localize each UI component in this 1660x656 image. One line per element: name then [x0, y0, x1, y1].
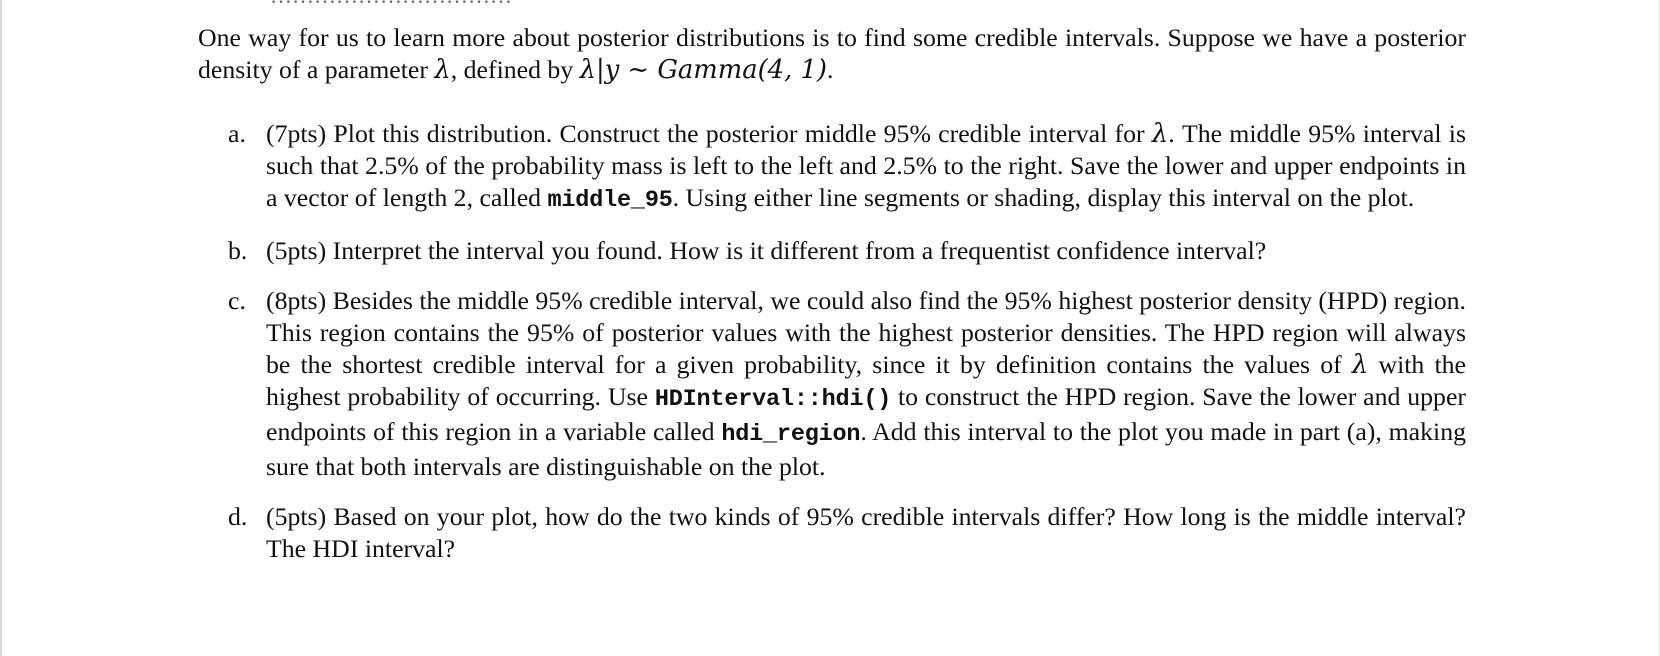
document-content — [198, 22, 1466, 583]
lambda-symbol: λ — [1151, 119, 1169, 149]
question-c-text-1: (8pts) Besides the middle 95% credible interval, we could also find the 95% highest posterior density (HPD) region. This region contains the 95% of posterior values with the highest posterior densities. The HPD region will always be the shortest credible interval for a given probability, since it by definition contains the values of — [266, 286, 1467, 379]
question-d — [198, 501, 1466, 565]
question-text: (5pts) Based on your plot, how do the two kinds of 95% credible intervals differ? How long is the middle interval? The HDI interval? — [266, 502, 1466, 563]
question-label: a. — [228, 119, 246, 148]
question-a-text-2: . The middle 95% interval is such that 2.5% of the probability mass is left to the left and 2.5% to the right. Save the lower and upper endpoints in a vector of length 2, called — [266, 119, 1466, 212]
gamma-formula: λ|y ∼ Gamma(4, 1) — [579, 55, 827, 85]
question-text — [266, 118, 1466, 217]
question-text: (5pts) Interpret the interval you found. How is it different from a frequentist confidence interval? — [266, 236, 1267, 265]
intro-text-part1: One way for us to learn more about posterior distributions is to find some credible intervals. Suppose we have a posterior density of a parameter — [198, 23, 1466, 84]
code-middle-95: middle_95 — [547, 187, 673, 214]
question-label: b. — [228, 236, 248, 265]
lambda-symbol: λ — [1351, 350, 1369, 380]
question-b — [198, 235, 1466, 267]
question-a — [198, 118, 1466, 217]
question-c-text-3: to construct the HPD region. Save the lower and upper endpoints of this region in a variable called — [266, 382, 1466, 446]
question-c-text-4: . Add this interval to the plot you made in part (a), making sure that both intervals are distinguishable on the plot. — [266, 417, 1466, 481]
question-label: d. — [228, 502, 248, 531]
question-label: c. — [228, 286, 246, 315]
question-c-text-2: with the highest probability of occurring. Use — [266, 350, 1466, 411]
intro-paragraph — [198, 22, 1466, 86]
question-c — [198, 285, 1466, 483]
lambda-symbol: λ — [434, 55, 451, 85]
cropped-text-fragment — [270, 0, 630, 2]
question-list — [198, 118, 1466, 565]
code-hdi-region: hdi_region — [721, 421, 861, 448]
question-text — [266, 285, 1466, 483]
question-a-text-1: (7pts) Plot this distribution. Construct the posterior middle 95% credible interval for — [266, 119, 1152, 148]
code-hdinterval: HDInterval::hdi() — [654, 386, 892, 413]
intro-text-part2: , defined by — [450, 55, 580, 84]
intro-text-part3: . — [826, 55, 834, 84]
question-a-text-3: . Using either line segments or shading, display this interval on the plot. — [672, 183, 1415, 212]
